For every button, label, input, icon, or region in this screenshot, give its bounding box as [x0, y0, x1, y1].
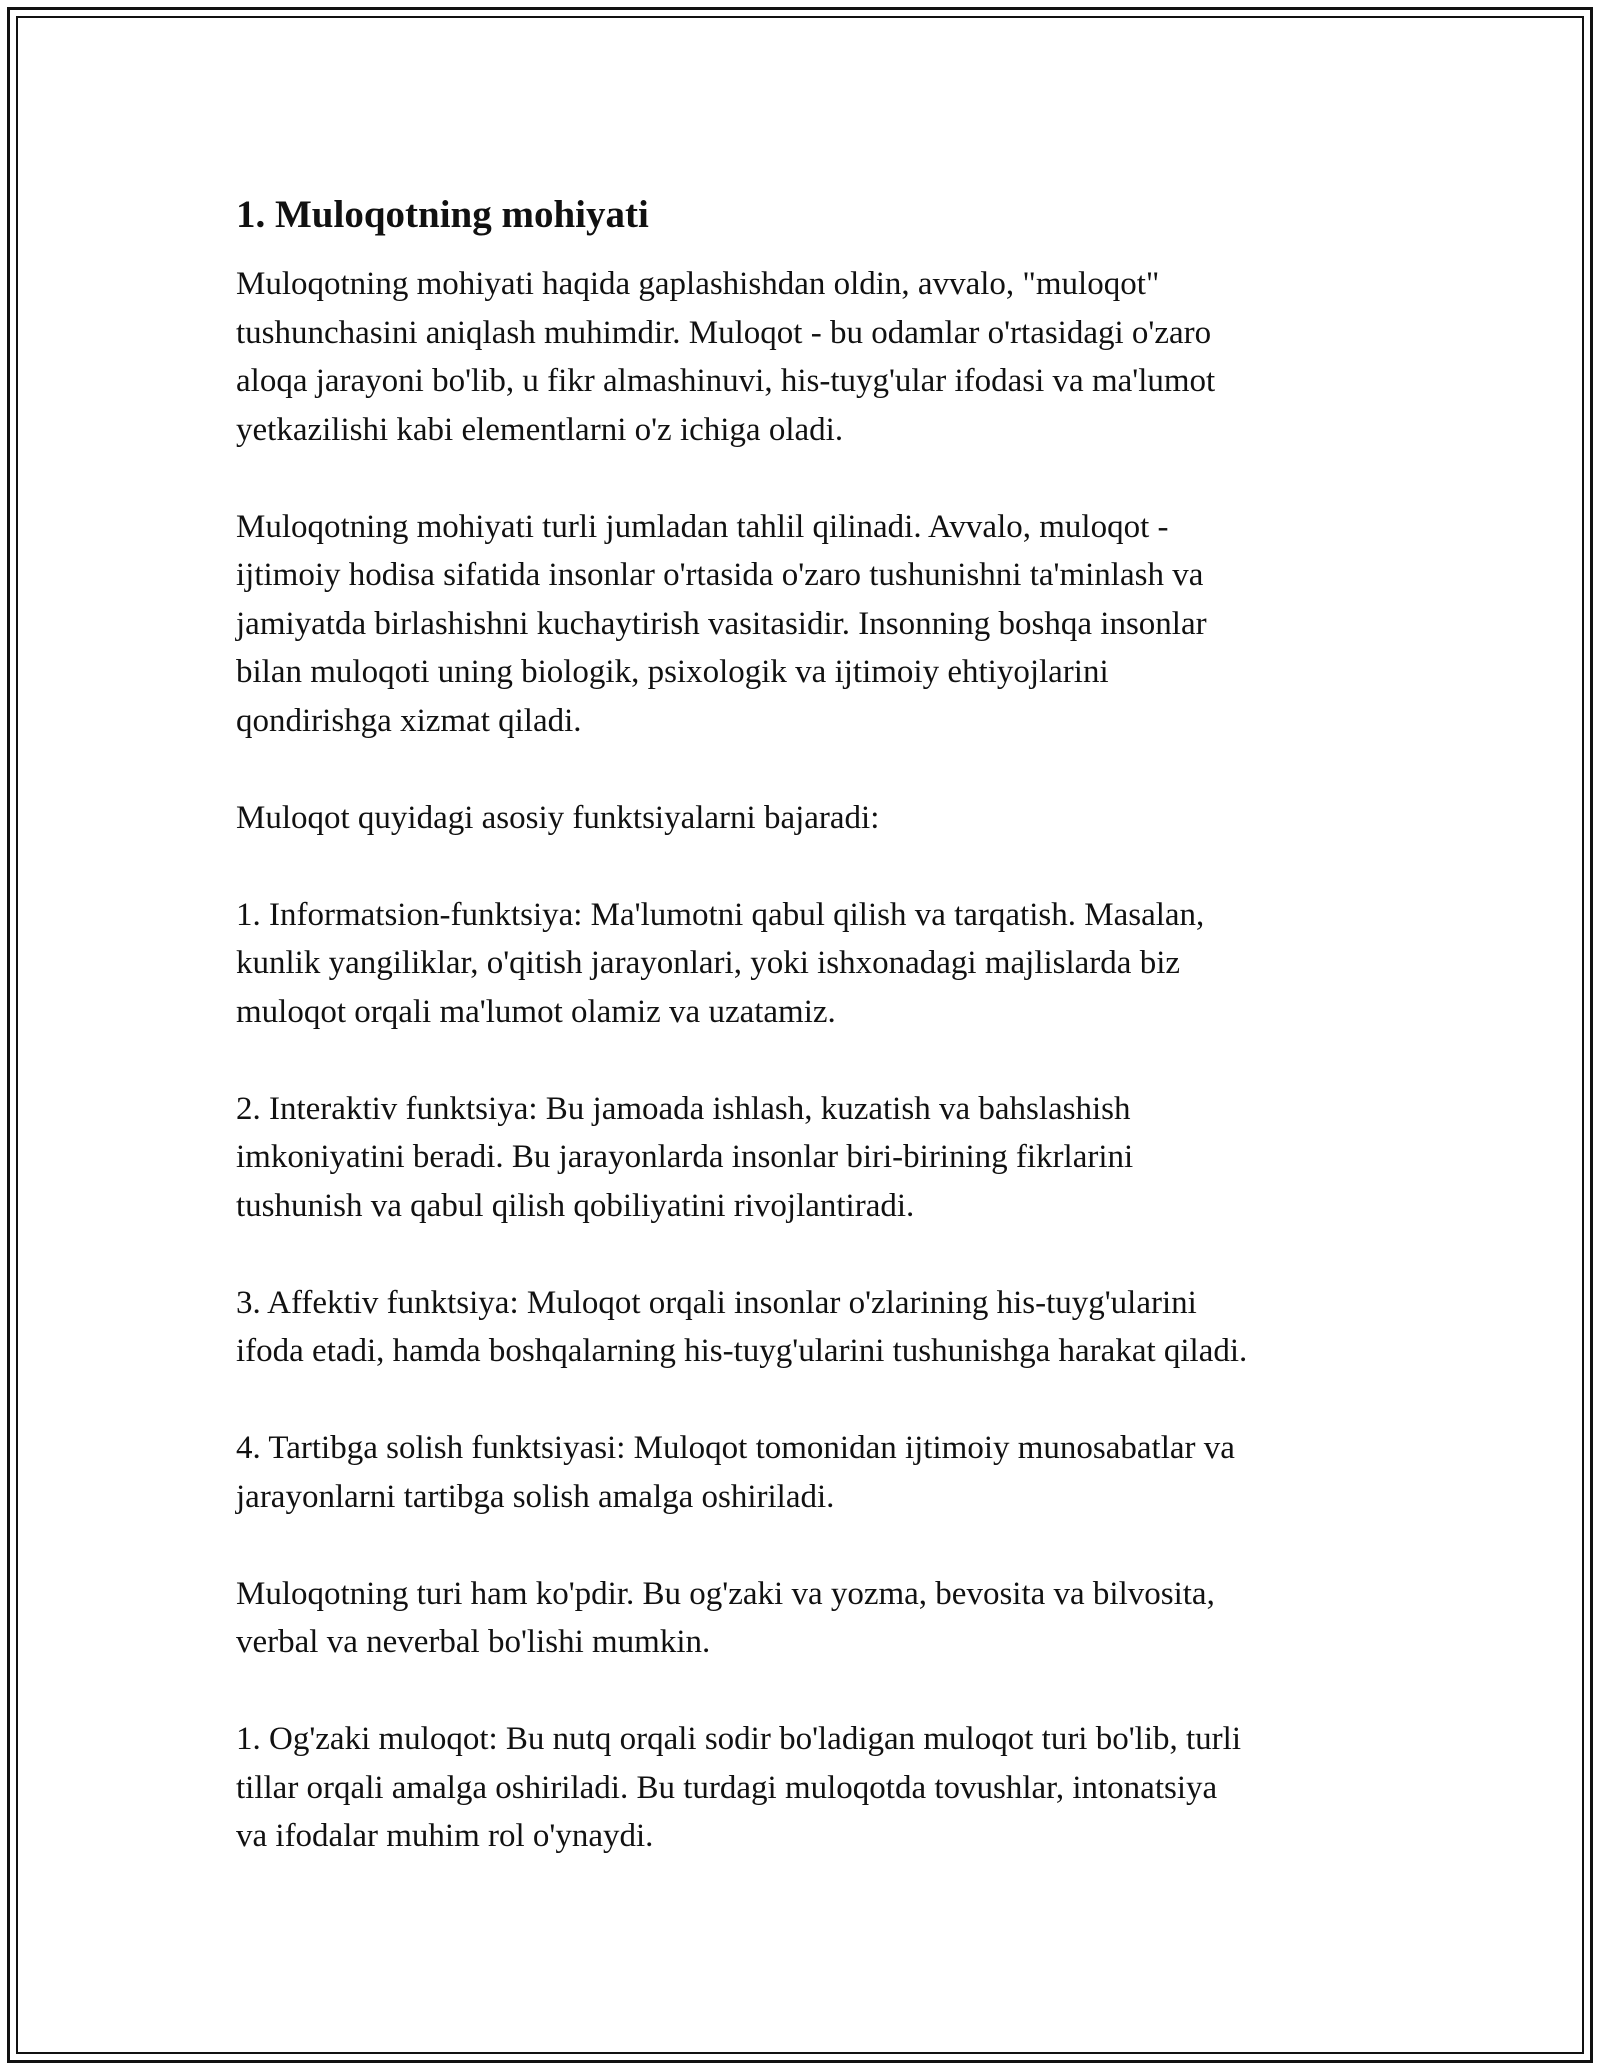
- section-heading: 1. Muloqotning mohiyati: [236, 193, 649, 236]
- paragraph-function-regulatory: 4. Tartibga solish funktsiyasi: Muloqot tomonidan ijtimoiy munosabatlar va jarayonlarni tartibga solish amalga oshiriladi.: [236, 1430, 1235, 1515]
- paragraph-function-informational: 1. Informatsion-funktsiya: Ma'lumotni qabul qilish va tarqatish. Masalan, kunlik yangiliklar, o'qitish jarayonlari, yoki ishxonadagi majlislarda biz muloqot orqali ma'lumot olamiz va uzatamiz.: [236, 896, 1205, 1030]
- paragraph-intro: Muloqotning mohiyati haqida gaplashishdan oldin, avvalo, "muloqot" tushunchasini aniqlash muhimdir. Muloqot - bu odamlar o'rtasidagi o'zaro aloqa jarayoni bo'lib, u fikr almashinuvi, his-tuyg'ular ifodasi va ma'lumot yetkazilishi kabi elementlarni o'z ichiga oladi.: [236, 266, 1216, 448]
- paragraph-type-oral: 1. Og'zaki muloqot: Bu nutq orqali sodir bo'ladigan muloqot turi bo'lib, turli tillar orqali amalga oshiriladi. Bu turdagi muloqotda tovushlar, intonatsiya va ifodalar muhim rol o'ynaydi.: [236, 1721, 1242, 1854]
- paragraph-function-affective: 3. Affektiv funktsiya: Muloqot orqali insonlar o'zlarining his-tuyg'ularini ifoda etadi, hamda boshqalarning his-tuyg'ularini tushunishga harakat qiladi.: [236, 1284, 1248, 1369]
- paragraph-essence: Muloqotning mohiyati turli jumladan tahlil qilinadi. Avvalo, muloqot - ijtimoiy hodisa sifatida insonlar o'rtasida o'zaro tushunishni ta'minlash va jamiyatda birlashishni kuchaytirish vasitasidir. Insonning boshqa insonlar bilan muloqoti uning biologik, psixologik va ijtimoiy ehtiyojlarini qondirishga xizmat qiladi.: [236, 508, 1207, 739]
- document-body: [236, 190, 1376, 1909]
- paragraph-types-intro: Muloqotning turi ham ko'pdir. Bu og'zaki va yozma, bevosita va bilvosita, verbal va neverbal bo'lishi mumkin.: [236, 1575, 1215, 1660]
- paragraph-functions-intro: Muloqot quyidagi asosiy funktsiyalarni bajaradi:: [236, 799, 880, 836]
- paragraph-function-interactive: 2. Interaktiv funktsiya: Bu jamoada ishlash, kuzatish va bahslashish imkoniyatini beradi. Bu jarayonlarda insonlar biri-birining fikrlarini tushunish va qabul qilish qobiliyatini rivojlantiradi.: [236, 1090, 1134, 1224]
